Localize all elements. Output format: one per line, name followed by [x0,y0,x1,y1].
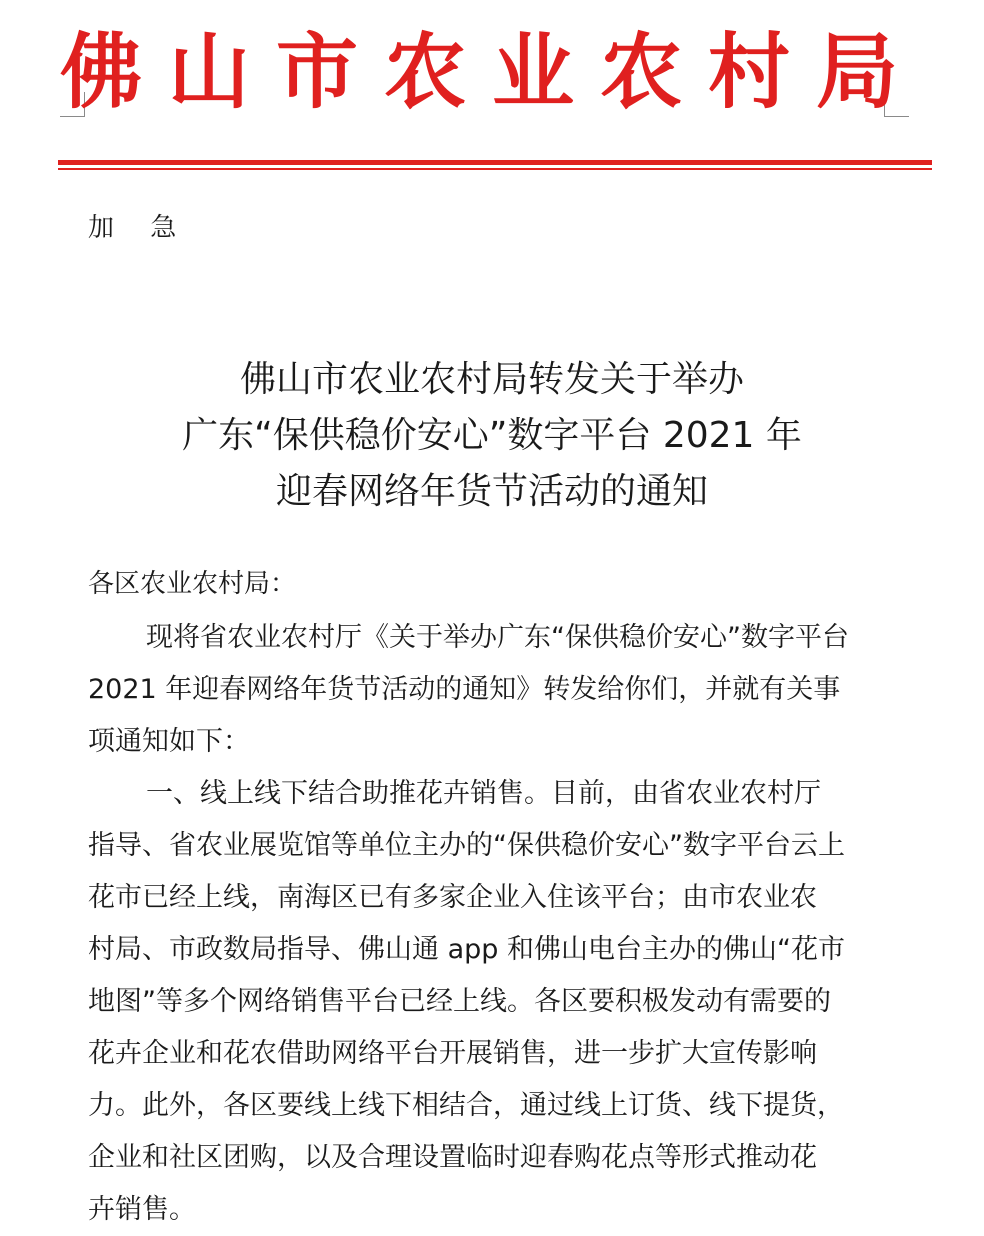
body-line: 指导、省农业展览馆等单位主办的“保供稳价安心”数字平台云上 [88,830,845,861]
body-line: 花卉企业和花农借助网络平台开展销售，进一步扩大宣传影响 [88,1038,817,1069]
document-title-line-1: 佛山市农业农村局转发关于举办 [239,359,744,400]
body-line: 花市已经上线，南海区已有多家企业入住该平台；由市农业农 [88,882,817,913]
body-line: 一、线上线下结合助推花卉销售。目前，由省农业农村厅 [146,778,821,809]
urgency-mark: 加 急 [88,213,191,243]
body-line: 地图”等多个网络销售平台已经上线。各区要积极发动有需要的 [88,986,831,1017]
body-line: 2021 年迎春网络年货节活动的通知》转发给你们，并就有关事 [88,674,841,705]
body-line: 项通知如下： [88,726,250,757]
issuing-authority-header: 佛山市农业农村局 [59,24,924,120]
body-text [88,612,908,1236]
body-line: 企业和社区团购，以及合理设置临时迎春购花点等形式推动花 [88,1142,817,1173]
document-title [0,352,984,520]
body-line: 卉销售。 [88,1194,196,1225]
body-line: 现将省农业农村厅《关于举办广东“保供稳价安心”数字平台 [146,622,849,653]
header-red-rule-thick [58,160,932,165]
body-line: 村局、市政数局指导、佛山通 app 和佛山电台主办的佛山“花市 [88,934,845,965]
document-title-line-2: 广东“保供稳价安心”数字平台 2021 年 [182,415,802,456]
document-title-line-3: 迎春网络年货节活动的通知 [275,471,708,512]
body-line: 力。此外，各区要线上线下相结合，通过线上订货、线下提货， [88,1090,844,1121]
salutation: 各区农业农村局： [88,569,297,599]
header-red-rule-thin [58,168,932,170]
